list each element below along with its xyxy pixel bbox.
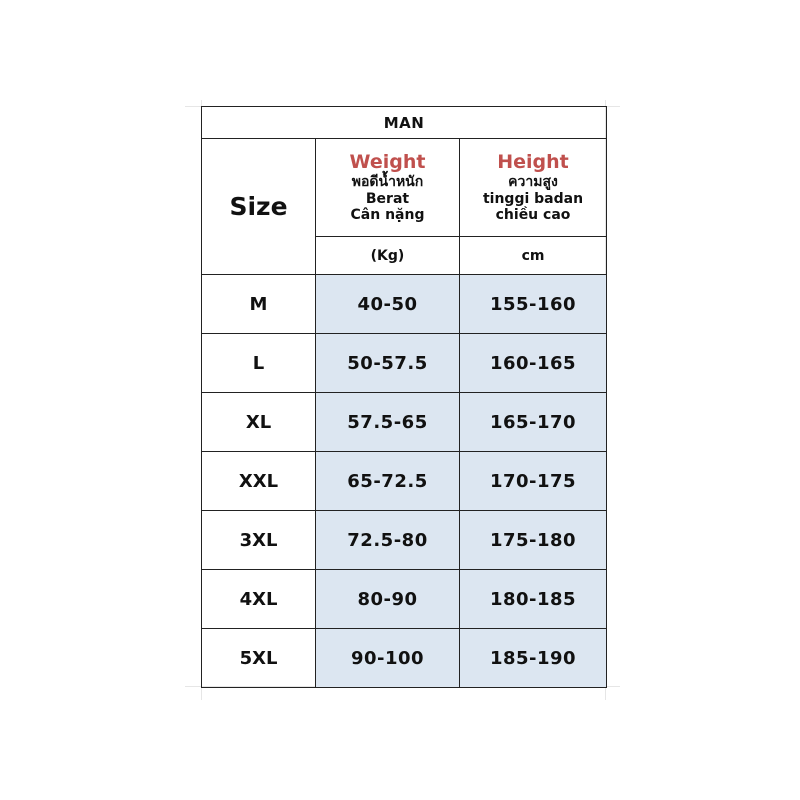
- weight-label-malay: Berat: [365, 190, 410, 207]
- height-label-vietnamese: chiều cao: [495, 207, 571, 224]
- size-cell: M: [202, 275, 316, 334]
- weight-cell: 40-50: [316, 275, 460, 334]
- weight-cell: 57.5-65: [316, 393, 460, 452]
- size-cell: L: [202, 334, 316, 393]
- table-row: [202, 452, 607, 511]
- table-row: [202, 511, 607, 570]
- table-row: [202, 393, 607, 452]
- table-title: MAN: [202, 107, 607, 139]
- height-title: Height: [497, 150, 569, 173]
- height-cell: 165-170: [460, 393, 607, 452]
- weight-cell: 80-90: [316, 570, 460, 629]
- weight-header: [316, 139, 460, 237]
- weight-cell: 50-57.5: [316, 334, 460, 393]
- height-cell: 175-180: [460, 511, 607, 570]
- title-row: [202, 107, 607, 139]
- size-cell: XL: [202, 393, 316, 452]
- height-cell: 170-175: [460, 452, 607, 511]
- weight-label-vietnamese: Cân nặng: [350, 207, 425, 224]
- weight-cell: 90-100: [316, 629, 460, 688]
- height-header: [460, 139, 607, 237]
- height-label-thai: ความสูง: [508, 173, 558, 190]
- size-cell: 4XL: [202, 570, 316, 629]
- weight-title: Weight: [349, 150, 426, 173]
- size-chart-table: [201, 106, 607, 688]
- table-row: [202, 334, 607, 393]
- height-unit: cm: [460, 237, 607, 275]
- size-header: Size: [202, 139, 316, 275]
- table-row: [202, 570, 607, 629]
- header-row: [202, 139, 607, 237]
- height-cell: 155-160: [460, 275, 607, 334]
- height-cell: 185-190: [460, 629, 607, 688]
- weight-unit: (Kg): [316, 237, 460, 275]
- height-cell: 160-165: [460, 334, 607, 393]
- weight-label-thai: พอดีน้ำหนัก: [351, 173, 424, 190]
- height-cell: 180-185: [460, 570, 607, 629]
- size-cell: 3XL: [202, 511, 316, 570]
- table-row: [202, 629, 607, 688]
- table-row: [202, 275, 607, 334]
- height-label-malay: tinggi badan: [482, 190, 584, 207]
- size-cell: 5XL: [202, 629, 316, 688]
- size-cell: XXL: [202, 452, 316, 511]
- weight-cell: 65-72.5: [316, 452, 460, 511]
- weight-cell: 72.5-80: [316, 511, 460, 570]
